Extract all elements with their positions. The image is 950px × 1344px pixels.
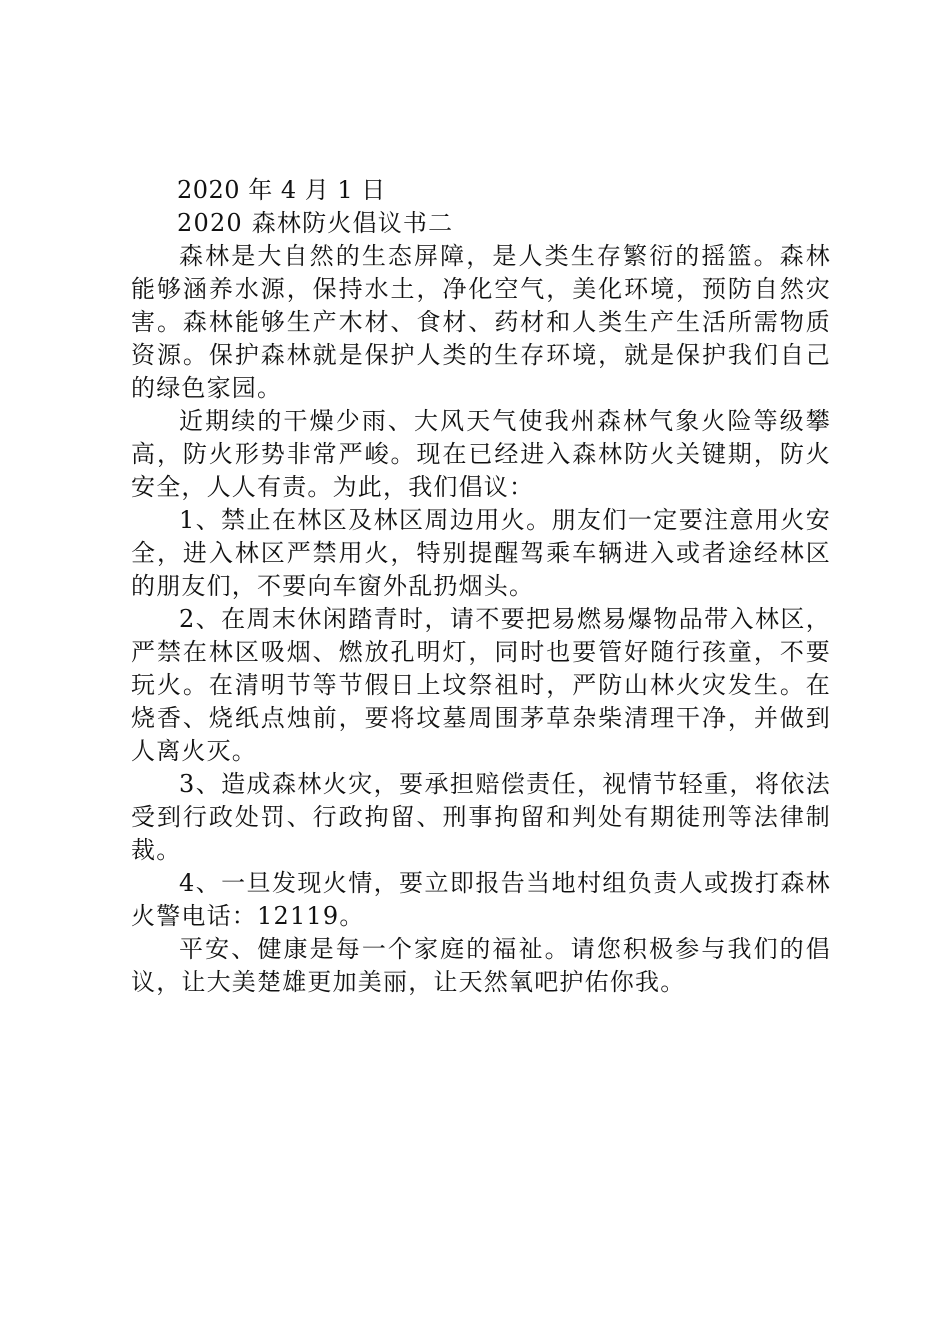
- paragraph-closing: 平安、健康是每一个家庭的福祉。请您积极参与我们的倡议，让大美楚雄更加美丽，让天然氧吧护佑你我。: [131, 935, 831, 996]
- paragraph-item-2: 2、在周末休闲踏青时，请不要把易燃易爆物品带入林区，严禁在林区吸烟、燃放孔明灯，同时也要管好随行孩童，不要玩火。在清明节等节假日上坟祭祖时，严防山林火灾发生。在烧香、烧纸点烛前，要将坟墓周围茅草杂柴清理干净，并做到人离火灭。: [131, 605, 831, 765]
- paragraph-item-1: 1、禁止在林区及林区周边用火。朋友们一定要注意用火安全，进入林区严禁用火，特别提醒驾乘车辆进入或者途经林区的朋友们，不要向车窗外乱扔烟头。: [131, 506, 831, 600]
- paragraph-item-4: 4、一旦发现火情，要立即报告当地村组负责人或拨打森林火警电话：12119。: [131, 869, 831, 930]
- paragraph-intro: 森林是大自然的生态屏障，是人类生存繁衍的摇篮。森林能够涵养水源，保持水土，净化空气，美化环境，预防自然灾害。森林能够生产木材、食材、药材和人类生产生活所需物质资源。保护森林就是保护人类的生存环境，就是保护我们自己的绿色家园。: [131, 242, 831, 402]
- document-title: 2020 森林防火倡议书二: [177, 209, 454, 237]
- paragraph-item-3: 3、造成森林火灾，要承担赔偿责任，视情节轻重，将依法受到行政处罚、行政拘留、刑事拘留和判处有期徒刑等法律制裁。: [131, 770, 831, 864]
- document-body: [131, 174, 831, 999]
- document-date: 2020 年 4 月 1 日: [177, 176, 386, 204]
- paragraph-situation: 近期续的干燥少雨、大风天气使我州森林气象火险等级攀高，防火形势非常严峻。现在已经进入森林防火关键期，防火安全，人人有责。为此，我们倡议：: [131, 407, 831, 501]
